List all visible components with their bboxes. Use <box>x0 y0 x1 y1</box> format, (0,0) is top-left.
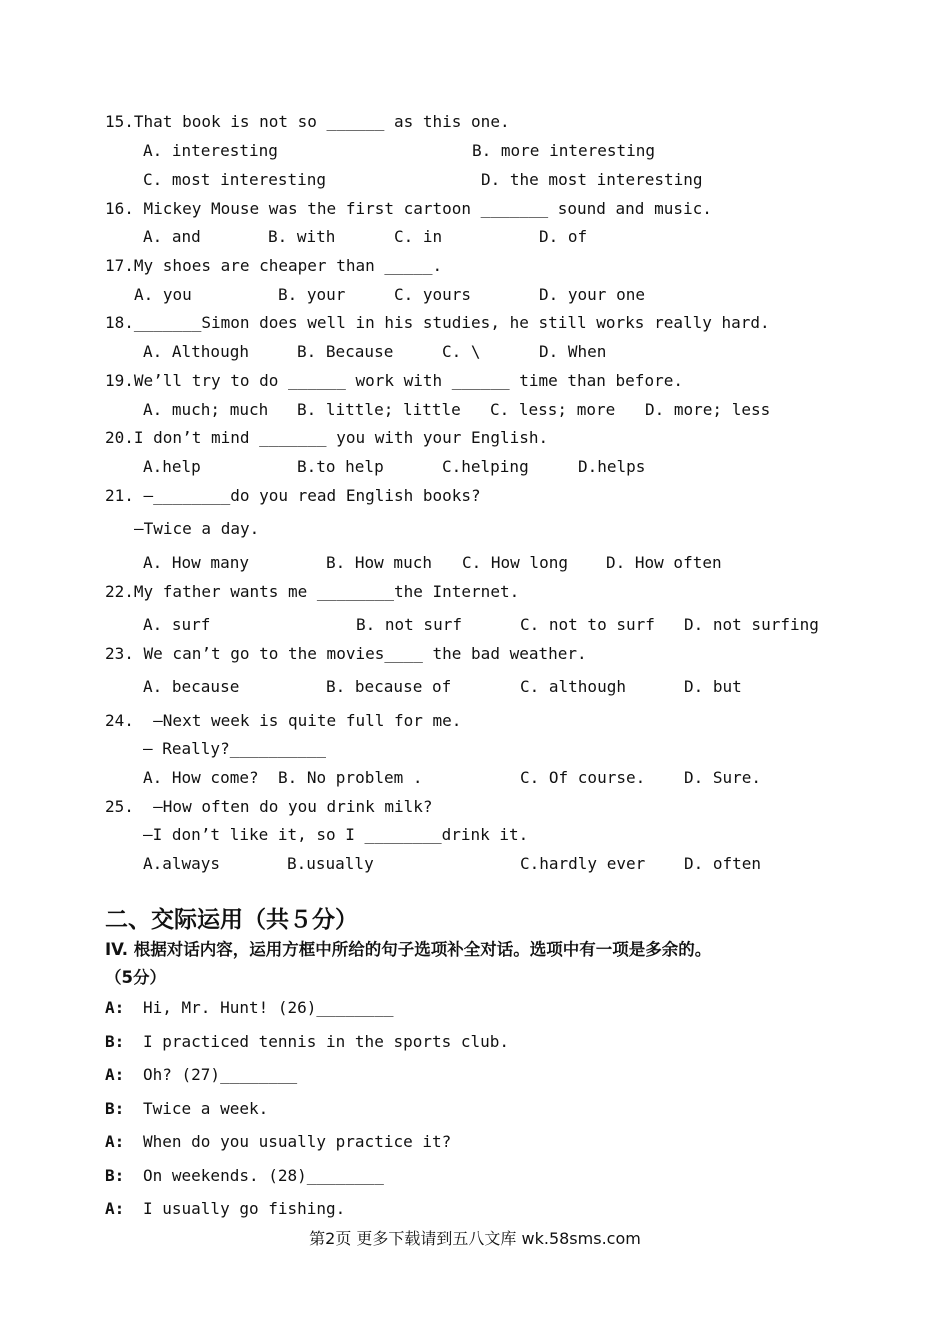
option-b: B. Because <box>297 342 394 361</box>
option-c: C.helping <box>442 457 529 476</box>
option-d: D. When <box>539 342 607 361</box>
dialogue-line: Hi, Mr. Hunt! (26)________ <box>143 998 394 1017</box>
option-c: C. in <box>394 227 443 246</box>
option-b: B. more interesting <box>472 141 656 160</box>
option-b: B. No problem . <box>278 768 423 787</box>
dialogue-line: When do you usually practice it? <box>143 1132 452 1151</box>
option-b: B. not surf <box>356 615 462 634</box>
dialogue-speaker: A: <box>105 998 125 1017</box>
option-a: A. How many <box>143 553 249 572</box>
question-stem: 17.My shoes are cheaper than _____. <box>105 256 443 275</box>
option-b: B. your <box>278 285 346 304</box>
page-footer: 第2页 更多下载请到五八文库 wk.58sms.com <box>309 1229 641 1248</box>
option-d: D. but <box>684 677 742 696</box>
option-c: C. although <box>520 677 626 696</box>
option-a: A.always <box>143 854 221 873</box>
option-a: A. interesting <box>143 141 278 160</box>
option-d: D.helps <box>578 457 646 476</box>
option-a: A. you <box>134 285 192 304</box>
question-stem: 25. —How often do you drink milk? <box>105 797 433 816</box>
option-b: B. with <box>268 227 336 246</box>
option-a: A. Although <box>143 342 249 361</box>
option-d: D. How often <box>606 553 722 572</box>
option-a: A.help <box>143 457 201 476</box>
dialogue-speaker: B: <box>105 1032 125 1051</box>
dialogue-speaker: A: <box>105 1132 125 1151</box>
option-a: A. surf <box>143 615 211 634</box>
option-a: A. because <box>143 677 240 696</box>
option-c: C. How long <box>462 553 568 572</box>
dialogue-line: Oh? (27)________ <box>143 1065 298 1084</box>
question-reply: —Twice a day. <box>134 519 260 538</box>
dialogue-speaker: A: <box>105 1199 125 1218</box>
question-stem: 18._______Simon does well in his studies, he still works really hard. <box>105 313 770 332</box>
section-score: （5分） <box>105 968 166 987</box>
question-reply: — Really?__________ <box>143 739 327 758</box>
question-stem: 22.My father wants me ________the Internet. <box>105 582 520 601</box>
option-c: C. not to surf <box>520 615 655 634</box>
section-instruction: IV. 根据对话内容，运用方框中所给的句子选项补全对话。选项中有一项是多余的。 <box>105 940 712 959</box>
option-a: A. much; much <box>143 400 269 419</box>
question-stem: 21. —________do you read English books? <box>105 486 481 505</box>
option-d: D. often <box>684 854 762 873</box>
option-b: B.to help <box>297 457 384 476</box>
dialogue-line: I usually go fishing. <box>143 1199 346 1218</box>
option-b: B. because of <box>326 677 452 696</box>
option-d: D. your one <box>539 285 645 304</box>
option-c: C.hardly ever <box>520 854 646 873</box>
question-stem: 19.We’ll try to do ______ work with ______ time than before. <box>105 371 683 390</box>
option-d: D. the most interesting <box>481 170 703 189</box>
option-b: B. little; little <box>297 400 461 419</box>
section-title: 二、交际运用（共５分） <box>105 907 358 933</box>
dialogue-line: I practiced tennis in the sports club. <box>143 1032 510 1051</box>
option-c: C. most interesting <box>143 170 327 189</box>
option-a: A. How come? <box>143 768 259 787</box>
option-d: D. of <box>539 227 588 246</box>
dialogue-speaker: B: <box>105 1166 125 1185</box>
option-c: C. less; more <box>490 400 616 419</box>
option-d: D. more; less <box>645 400 771 419</box>
option-b: B.usually <box>287 854 374 873</box>
dialogue-speaker: A: <box>105 1065 125 1084</box>
question-stem: 24. —Next week is quite full for me. <box>105 711 462 730</box>
option-a: A. and <box>143 227 201 246</box>
question-stem: 15.That book is not so ______ as this one. <box>105 112 510 131</box>
question-stem: 16. Mickey Mouse was the first cartoon _______ sound and music. <box>105 199 712 218</box>
question-stem: 23. We can’t go to the movies____ the bad weather. <box>105 644 587 663</box>
option-c: C. Of course. <box>520 768 646 787</box>
dialogue-speaker: B: <box>105 1099 125 1118</box>
option-d: D. not surfing <box>684 615 819 634</box>
dialogue-line: On weekends. (28)________ <box>143 1166 384 1185</box>
dialogue-line: Twice a week. <box>143 1099 269 1118</box>
option-c: C. \ <box>442 342 481 361</box>
option-b: B. How much <box>326 553 432 572</box>
question-reply: —I don’t like it, so I ________drink it. <box>143 825 529 844</box>
question-stem: 20.I don’t mind _______ you with your English. <box>105 428 549 447</box>
option-d: D. Sure. <box>684 768 762 787</box>
option-c: C. yours <box>394 285 472 304</box>
